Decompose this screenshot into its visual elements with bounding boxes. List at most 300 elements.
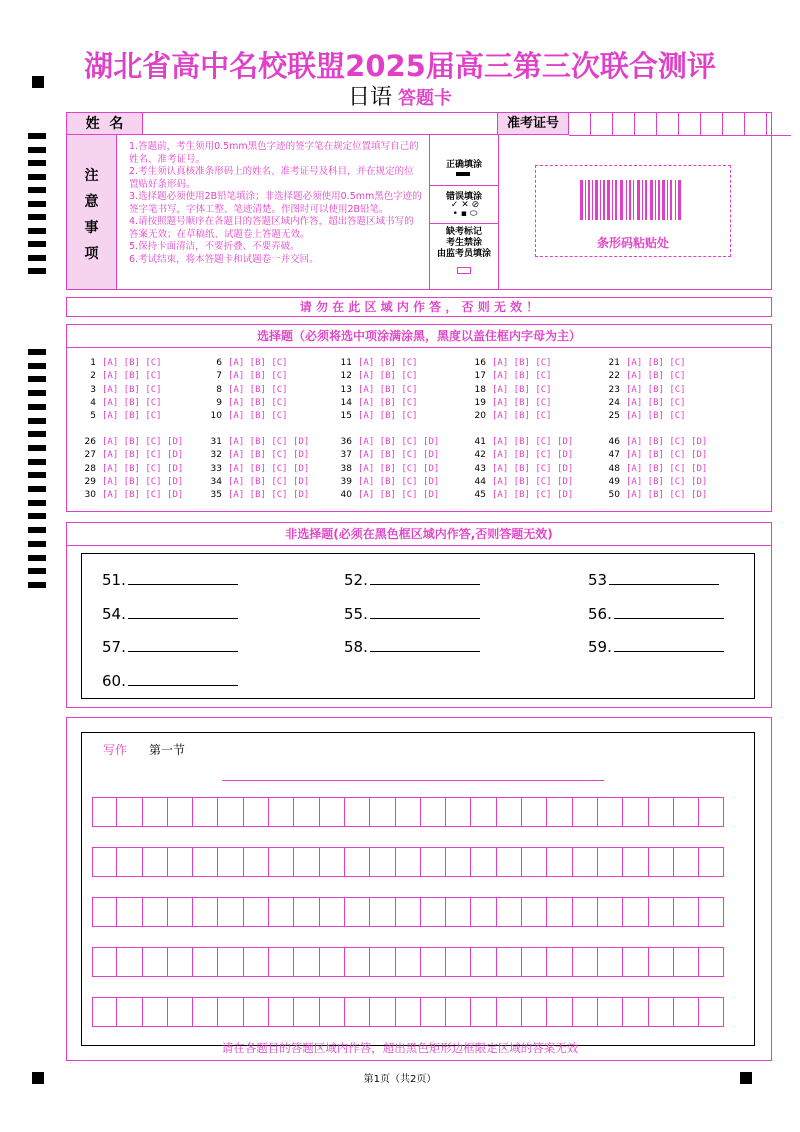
answer-options[interactable]: [A] [B] [C] [D] bbox=[102, 450, 184, 461]
grid-cell[interactable] bbox=[294, 897, 319, 927]
answer-options[interactable]: [A] [B] [C] [D] bbox=[358, 463, 440, 474]
answer-options[interactable]: [A] [B] [C] bbox=[228, 397, 288, 408]
answer-options[interactable]: [A] [B] [C] [D] bbox=[228, 437, 310, 447]
grid-cell[interactable] bbox=[396, 847, 421, 877]
answer-options[interactable]: [A] [B] [C] bbox=[492, 411, 552, 422]
grid-cell[interactable] bbox=[193, 797, 218, 827]
grid-cell[interactable] bbox=[370, 797, 395, 827]
grid-cell[interactable] bbox=[244, 947, 269, 977]
grid-cell[interactable] bbox=[598, 997, 623, 1027]
answer-options[interactable]: [A] [B] [C] bbox=[102, 397, 162, 408]
answer-options[interactable]: [A] [B] [C] [D] bbox=[358, 490, 440, 501]
grid-cell[interactable] bbox=[117, 797, 142, 827]
answer-options[interactable]: [A] [B] [C] bbox=[492, 371, 552, 382]
question-number: 15 bbox=[340, 411, 352, 422]
fill-item[interactable] bbox=[102, 571, 238, 589]
name-field[interactable] bbox=[143, 113, 497, 135]
grid-cell[interactable] bbox=[547, 797, 572, 827]
bar-icon: ▪ bbox=[460, 209, 467, 219]
answer-options[interactable]: [A] [B] [C] [D] bbox=[492, 490, 574, 501]
question-number: 40 bbox=[340, 490, 352, 501]
choice-question[interactable] bbox=[206, 410, 288, 423]
grid-cell[interactable] bbox=[370, 947, 395, 977]
timing-mark bbox=[28, 459, 46, 465]
question-number: 13 bbox=[340, 384, 352, 395]
timing-mark bbox=[28, 445, 46, 451]
subtitle bbox=[0, 80, 800, 111]
grid-cell[interactable] bbox=[497, 897, 522, 927]
choice-question[interactable] bbox=[80, 410, 162, 423]
grid-cell[interactable] bbox=[623, 947, 648, 977]
choice-question[interactable] bbox=[206, 476, 309, 489]
choice-question[interactable] bbox=[604, 436, 707, 449]
answer-options[interactable]: [A] [B] [C] bbox=[358, 411, 418, 422]
answer-options[interactable]: [A] [B] [C] [D] bbox=[626, 476, 708, 487]
grid-cell[interactable] bbox=[320, 797, 345, 827]
absent-mark-box[interactable] bbox=[457, 267, 471, 274]
answer-options[interactable]: [A] [B] [C] [D] bbox=[626, 437, 708, 447]
choice-question[interactable] bbox=[336, 436, 439, 449]
grid-cell[interactable] bbox=[345, 947, 370, 977]
choice-column bbox=[604, 436, 707, 502]
grid-cell[interactable] bbox=[471, 997, 496, 1027]
choice-question[interactable] bbox=[604, 449, 707, 462]
grid-cell[interactable] bbox=[218, 997, 243, 1027]
fill-item[interactable] bbox=[344, 638, 480, 656]
oval-icon: ⬭ bbox=[469, 209, 478, 219]
grid-cell[interactable] bbox=[117, 897, 142, 927]
choice-question[interactable] bbox=[80, 397, 162, 410]
grid-cell[interactable] bbox=[168, 897, 193, 927]
timing-mark bbox=[28, 241, 46, 247]
grid-cell[interactable] bbox=[345, 797, 370, 827]
grid-cell[interactable] bbox=[598, 897, 623, 927]
answer-options[interactable]: [A] [B] [C] bbox=[358, 358, 418, 368]
grid-cell[interactable] bbox=[421, 797, 446, 827]
subject-label: 日语 bbox=[347, 85, 392, 110]
choice-question[interactable] bbox=[604, 463, 707, 476]
grid-cell[interactable] bbox=[244, 847, 269, 877]
choice-question[interactable] bbox=[604, 357, 686, 370]
grid-cell[interactable] bbox=[143, 797, 168, 827]
question-number: 37 bbox=[340, 450, 352, 461]
answer-options[interactable]: [A] [B] [C] [D] bbox=[626, 463, 708, 474]
grid-cell[interactable] bbox=[649, 847, 674, 877]
answer-options[interactable]: [A] [B] [C] [D] bbox=[358, 450, 440, 461]
choice-question[interactable] bbox=[470, 489, 573, 502]
grid-cell[interactable] bbox=[244, 797, 269, 827]
grid-cell[interactable] bbox=[320, 847, 345, 877]
question-number: 29 bbox=[84, 476, 96, 487]
grid-cell[interactable] bbox=[522, 997, 547, 1027]
question-number: 26 bbox=[84, 437, 96, 447]
grid-cell[interactable] bbox=[547, 997, 572, 1027]
choice-question[interactable] bbox=[470, 370, 552, 383]
answer-options[interactable]: [A] [B] [C] bbox=[228, 358, 288, 368]
answer-options[interactable]: [A] [B] [C] [D] bbox=[358, 476, 440, 487]
check-icon: ✓ bbox=[450, 200, 459, 210]
grid-cell[interactable] bbox=[269, 947, 294, 977]
choice-question[interactable] bbox=[336, 357, 418, 370]
grid-cell[interactable] bbox=[193, 947, 218, 977]
grid-cell[interactable] bbox=[168, 797, 193, 827]
writing-title-line[interactable] bbox=[222, 780, 604, 781]
grid-cell[interactable] bbox=[92, 947, 117, 977]
choice-column bbox=[470, 436, 573, 502]
fill-item[interactable] bbox=[588, 571, 719, 589]
choice-question[interactable] bbox=[336, 489, 439, 502]
notes-label-2: 意 bbox=[84, 194, 99, 210]
timing-mark bbox=[28, 555, 46, 561]
question-number: 8 bbox=[216, 384, 222, 395]
grid-cell[interactable] bbox=[193, 997, 218, 1027]
grid-cell[interactable] bbox=[218, 897, 243, 927]
grid-cell[interactable] bbox=[598, 947, 623, 977]
grid-cell[interactable] bbox=[573, 947, 598, 977]
answer-options[interactable]: [A] [B] [C] [D] bbox=[626, 450, 708, 461]
grid-cell[interactable] bbox=[699, 997, 724, 1027]
grid-cell[interactable] bbox=[471, 847, 496, 877]
choice-column bbox=[336, 357, 418, 423]
timing-mark bbox=[28, 187, 46, 193]
fill-item-number: 56. bbox=[588, 605, 612, 623]
choice-question[interactable] bbox=[80, 436, 183, 449]
grid-cell[interactable] bbox=[218, 797, 243, 827]
grid-cell[interactable] bbox=[623, 847, 648, 877]
choice-question[interactable] bbox=[604, 410, 686, 423]
grid-cell[interactable] bbox=[471, 947, 496, 977]
grid-cell[interactable] bbox=[522, 947, 547, 977]
choice-question[interactable] bbox=[604, 397, 686, 410]
grid-cell[interactable] bbox=[573, 997, 598, 1027]
grid-cell[interactable] bbox=[218, 947, 243, 977]
question-number: 19 bbox=[474, 397, 486, 408]
choice-question[interactable] bbox=[80, 384, 162, 397]
question-number: 33 bbox=[210, 463, 222, 474]
grid-cell[interactable] bbox=[396, 897, 421, 927]
grid-cell[interactable] bbox=[623, 897, 648, 927]
grid-cell[interactable] bbox=[649, 797, 674, 827]
timing-mark bbox=[28, 527, 46, 533]
answer-options[interactable]: [A] [B] [C] bbox=[102, 384, 162, 395]
grid-cell[interactable] bbox=[345, 997, 370, 1027]
answer-options[interactable]: [A] [B] [C] bbox=[102, 411, 162, 422]
choice-question[interactable] bbox=[604, 384, 686, 397]
grid-cell[interactable] bbox=[320, 997, 345, 1027]
grid-cell[interactable] bbox=[699, 947, 724, 977]
answer-options[interactable]: [A] [B] [C] [D] bbox=[228, 476, 310, 487]
choice-question[interactable] bbox=[470, 463, 573, 476]
question-number: 4 bbox=[90, 397, 96, 408]
choice-question[interactable] bbox=[206, 436, 309, 449]
grid-cell[interactable] bbox=[547, 847, 572, 877]
choice-question[interactable] bbox=[470, 476, 573, 489]
answer-options[interactable]: [A] [B] [C] bbox=[358, 384, 418, 395]
timing-mark bbox=[28, 472, 46, 478]
footer-note: 请在各题目的答题区域内作答，超出黑色矩形边框限定区域的答案无效 bbox=[221, 1041, 579, 1055]
grid-cell[interactable] bbox=[370, 997, 395, 1027]
grid-cell[interactable] bbox=[345, 847, 370, 877]
grid-cell[interactable] bbox=[699, 847, 724, 877]
corner-mark-top-left bbox=[32, 76, 44, 88]
answer-options[interactable]: [A] [B] [C] [D] bbox=[228, 450, 310, 461]
choice-column bbox=[604, 357, 686, 423]
answer-options[interactable]: [A] [B] [C] [D] bbox=[358, 437, 440, 447]
answer-options[interactable]: [A] [B] [C] [D] bbox=[228, 490, 310, 501]
choice-question[interactable] bbox=[206, 463, 309, 476]
grid-cell[interactable] bbox=[497, 847, 522, 877]
grid-cell[interactable] bbox=[193, 897, 218, 927]
answer-options[interactable]: [A] [B] [C] bbox=[358, 397, 418, 408]
grid-cell[interactable] bbox=[446, 847, 471, 877]
grid-cell[interactable] bbox=[623, 997, 648, 1027]
fill-item-line[interactable] bbox=[370, 618, 480, 619]
notes-text bbox=[123, 141, 423, 266]
note-5: 5.保持卡面清洁，不要折叠、不要弄破。 bbox=[129, 241, 300, 252]
choice-question[interactable] bbox=[206, 489, 309, 502]
choice-question[interactable] bbox=[336, 397, 418, 410]
grid-cell[interactable] bbox=[649, 897, 674, 927]
grid-cell[interactable] bbox=[269, 997, 294, 1027]
question-number: 42 bbox=[474, 450, 486, 461]
answer-options[interactable]: [A] [B] [C] [D] bbox=[102, 476, 184, 487]
card-label: 答题卡 bbox=[398, 88, 452, 109]
grid-cell[interactable] bbox=[294, 797, 319, 827]
fill-item-number: 58. bbox=[344, 638, 368, 656]
answer-options[interactable]: [A] [B] [C] [D] bbox=[492, 476, 574, 487]
answer-options[interactable]: [A] [B] [C] [D] bbox=[102, 490, 184, 501]
choice-question[interactable] bbox=[206, 384, 288, 397]
grid-cell[interactable] bbox=[573, 897, 598, 927]
grid-cell[interactable] bbox=[674, 897, 699, 927]
grid-cell[interactable] bbox=[218, 847, 243, 877]
grid-cell[interactable] bbox=[168, 997, 193, 1027]
name-label: 姓 名 bbox=[85, 116, 124, 132]
grid-cell[interactable] bbox=[522, 847, 547, 877]
grid-cell[interactable] bbox=[269, 797, 294, 827]
choice-question[interactable] bbox=[604, 370, 686, 383]
answer-options[interactable]: [A] [B] [C] bbox=[492, 358, 552, 368]
grid-cell[interactable] bbox=[497, 797, 522, 827]
grid-cell[interactable] bbox=[370, 847, 395, 877]
fill-item[interactable] bbox=[588, 605, 724, 623]
fill-item-line[interactable] bbox=[370, 651, 480, 652]
grid-cell[interactable] bbox=[573, 847, 598, 877]
choice-question[interactable] bbox=[336, 410, 418, 423]
fill-item[interactable] bbox=[344, 571, 480, 589]
choice-question[interactable] bbox=[336, 384, 418, 397]
choice-question[interactable] bbox=[80, 449, 183, 462]
answer-options[interactable]: [A] [B] [C] [D] bbox=[626, 490, 708, 501]
answer-options[interactable]: [A] [B] [C] [D] bbox=[228, 463, 310, 474]
grid-cell[interactable] bbox=[674, 997, 699, 1027]
grid-cell[interactable] bbox=[674, 797, 699, 827]
answer-options[interactable]: [A] [B] [C] bbox=[228, 411, 288, 422]
choice-question[interactable] bbox=[604, 476, 707, 489]
fill-item-line[interactable] bbox=[614, 651, 724, 652]
answer-options[interactable]: [A] [B] [C] [D] bbox=[102, 437, 184, 447]
grid-cell[interactable] bbox=[320, 947, 345, 977]
grid-cell[interactable] bbox=[598, 797, 623, 827]
grid-cell[interactable] bbox=[421, 997, 446, 1027]
grid-cell[interactable] bbox=[674, 847, 699, 877]
grid-cell[interactable] bbox=[497, 997, 522, 1027]
nonchoice-title: 非选择题(必须在黑色框区域内作答,否则答题无效) bbox=[67, 523, 771, 546]
answer-options[interactable]: [A] [B] [C] bbox=[492, 397, 552, 408]
fill-item-line[interactable] bbox=[128, 584, 238, 585]
grid-cell[interactable] bbox=[649, 947, 674, 977]
fill-item[interactable] bbox=[102, 638, 238, 656]
grid-cell[interactable] bbox=[168, 847, 193, 877]
grid-cell[interactable] bbox=[269, 847, 294, 877]
answer-options[interactable]: [A] [B] [C] bbox=[626, 384, 686, 395]
grid-cell[interactable] bbox=[345, 897, 370, 927]
grid-cell[interactable] bbox=[244, 897, 269, 927]
grid-cell[interactable] bbox=[421, 947, 446, 977]
grid-cell[interactable] bbox=[117, 947, 142, 977]
choice-question[interactable] bbox=[470, 410, 552, 423]
grid-cell[interactable] bbox=[92, 797, 117, 827]
answer-options[interactable]: [A] [B] [C] bbox=[626, 371, 686, 382]
fill-item-number: 60. bbox=[102, 672, 126, 690]
note-6: 6.考试结束，将本答题卡和试题卷一并交回。 bbox=[129, 253, 319, 265]
choice-question[interactable] bbox=[80, 463, 183, 476]
grid-cell[interactable] bbox=[294, 847, 319, 877]
choice-question[interactable] bbox=[470, 357, 552, 370]
answer-options[interactable]: [A] [B] [C] [D] bbox=[492, 437, 574, 447]
choice-question[interactable] bbox=[80, 370, 162, 383]
writing-label: 写作 bbox=[103, 743, 128, 757]
grid-cell[interactable] bbox=[92, 897, 117, 927]
grid-cell[interactable] bbox=[674, 947, 699, 977]
grid-cell[interactable] bbox=[396, 797, 421, 827]
answer-options[interactable]: [A] [B] [C] bbox=[102, 358, 162, 368]
wrong-fill-label: 错误填涂 bbox=[445, 192, 482, 202]
grid-cell[interactable] bbox=[547, 897, 572, 927]
grid-cell[interactable] bbox=[497, 947, 522, 977]
choice-question[interactable] bbox=[336, 449, 439, 462]
grid-cell[interactable] bbox=[396, 997, 421, 1027]
choice-question[interactable] bbox=[80, 489, 183, 502]
answer-options[interactable]: [A] [B] [C] bbox=[102, 371, 162, 382]
question-number: 22 bbox=[608, 371, 620, 382]
grid-cell[interactable] bbox=[649, 997, 674, 1027]
grid-cell[interactable] bbox=[193, 847, 218, 877]
choice-question[interactable] bbox=[470, 397, 552, 410]
answer-options[interactable]: [A] [B] [C] [D] bbox=[492, 450, 574, 461]
question-number: 43 bbox=[474, 463, 486, 474]
choice-question[interactable] bbox=[206, 357, 288, 370]
fill-item-line[interactable] bbox=[128, 685, 238, 686]
answer-options[interactable]: [A] [B] [C] bbox=[492, 384, 552, 395]
grid-cell[interactable] bbox=[294, 997, 319, 1027]
fill-item-line[interactable] bbox=[614, 618, 724, 619]
choice-question[interactable] bbox=[470, 384, 552, 397]
grid-cell[interactable] bbox=[547, 947, 572, 977]
grid-cell[interactable] bbox=[699, 897, 724, 927]
choice-question[interactable] bbox=[206, 397, 288, 410]
grid-cell[interactable] bbox=[573, 797, 598, 827]
grid-cell[interactable] bbox=[471, 797, 496, 827]
question-number: 45 bbox=[474, 490, 486, 501]
grid-cell[interactable] bbox=[168, 947, 193, 977]
choice-question[interactable] bbox=[604, 489, 707, 502]
choice-question[interactable] bbox=[336, 476, 439, 489]
answer-options[interactable]: [A] [B] [C] bbox=[228, 371, 288, 382]
fill-item-line[interactable] bbox=[609, 584, 719, 585]
grid-cell[interactable] bbox=[699, 797, 724, 827]
question-number: 41 bbox=[474, 437, 486, 447]
grid-cell[interactable] bbox=[143, 947, 168, 977]
choice-question[interactable] bbox=[470, 449, 573, 462]
choice-question[interactable] bbox=[206, 370, 288, 383]
answer-options[interactable]: [A] [B] [C] [D] bbox=[102, 463, 184, 474]
grid-cell[interactable] bbox=[522, 797, 547, 827]
grid-cell[interactable] bbox=[92, 847, 117, 877]
grid-cell[interactable] bbox=[421, 897, 446, 927]
answer-options[interactable]: [A] [B] [C] bbox=[358, 371, 418, 382]
answer-options[interactable]: [A] [B] [C] bbox=[228, 384, 288, 395]
name-label-cell bbox=[67, 113, 143, 135]
fill-item[interactable] bbox=[102, 672, 238, 690]
grid-cell[interactable] bbox=[143, 897, 168, 927]
grid-cell[interactable] bbox=[421, 847, 446, 877]
grid-cell[interactable] bbox=[320, 897, 345, 927]
question-number: 18 bbox=[474, 384, 486, 395]
grid-cell[interactable] bbox=[294, 947, 319, 977]
absent-mark-label-3: 由监考员填涂 bbox=[436, 249, 491, 259]
grid-cell[interactable] bbox=[244, 997, 269, 1027]
choice-question[interactable] bbox=[80, 476, 183, 489]
answer-options[interactable]: [A] [B] [C] [D] bbox=[492, 463, 574, 474]
grid-cell[interactable] bbox=[446, 797, 471, 827]
choice-question[interactable] bbox=[80, 357, 162, 370]
grid-cell[interactable] bbox=[446, 947, 471, 977]
grid-cell[interactable] bbox=[471, 897, 496, 927]
grid-cell[interactable] bbox=[396, 947, 421, 977]
grid-cell[interactable] bbox=[92, 997, 117, 1027]
grid-cell[interactable] bbox=[143, 847, 168, 877]
fill-item[interactable] bbox=[102, 605, 238, 623]
choice-column bbox=[80, 436, 183, 502]
fill-item[interactable] bbox=[588, 638, 724, 656]
choice-question[interactable] bbox=[470, 436, 573, 449]
grid-cell[interactable] bbox=[522, 897, 547, 927]
grid-cell[interactable] bbox=[269, 897, 294, 927]
choice-question[interactable] bbox=[336, 463, 439, 476]
fill-item-line[interactable] bbox=[370, 584, 480, 585]
grid-cell[interactable] bbox=[143, 997, 168, 1027]
grid-cell[interactable] bbox=[446, 897, 471, 927]
answer-options[interactable]: [A] [B] [C] bbox=[626, 358, 686, 368]
grid-cell[interactable] bbox=[623, 797, 648, 827]
fill-item[interactable] bbox=[344, 605, 480, 623]
answer-options[interactable]: [A] [B] [C] bbox=[626, 397, 686, 408]
slash-icon: ⊘ bbox=[471, 200, 480, 210]
fill-item-line[interactable] bbox=[128, 651, 238, 652]
grid-cell[interactable] bbox=[598, 847, 623, 877]
exam-id-cells[interactable] bbox=[569, 113, 791, 136]
grid-cell[interactable] bbox=[370, 897, 395, 927]
grid-cell[interactable] bbox=[446, 997, 471, 1027]
grid-cell[interactable] bbox=[117, 997, 142, 1027]
grid-cell[interactable] bbox=[117, 847, 142, 877]
question-number: 46 bbox=[608, 437, 620, 447]
answer-options[interactable]: [A] [B] [C] bbox=[626, 411, 686, 422]
choice-question[interactable] bbox=[206, 449, 309, 462]
fill-item-line[interactable] bbox=[128, 618, 238, 619]
choice-question[interactable] bbox=[336, 370, 418, 383]
